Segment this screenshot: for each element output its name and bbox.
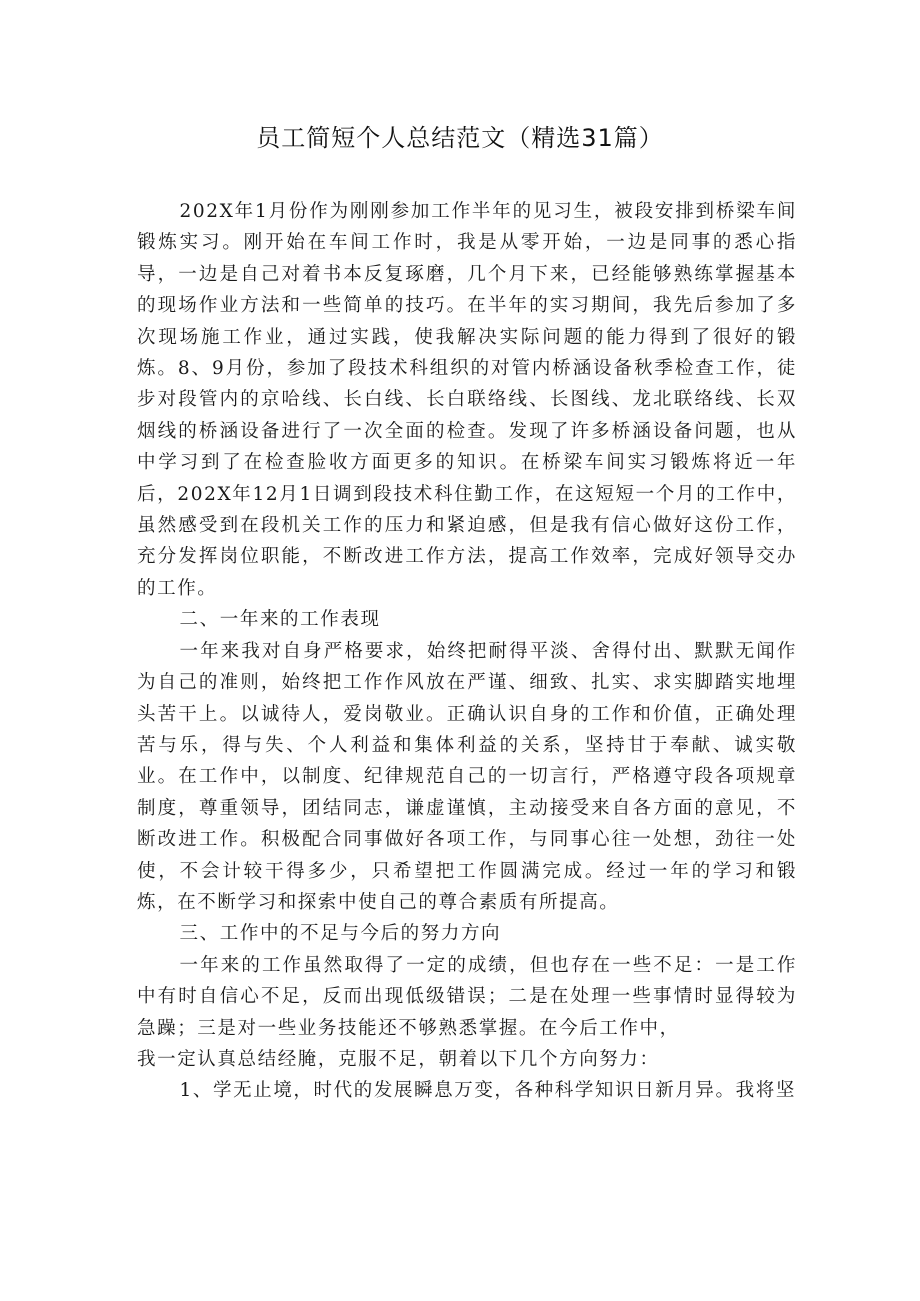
document-title: 员工简短个人总结范文（精选31篇） xyxy=(256,124,664,152)
paragraph-shortcomings: 一年来的工作虽然取得了一定的成绩，但也存在一些不足：一是工作中有时自信心不足，反而出现低级错误；二是在处理一些事情时显得较为急躁；三是对一些业务技能还不够熟悉掌握。在今后工作中， xyxy=(137,954,797,1039)
paragraph-point-1: 1、学无止境，时代的发展瞬息万变，各种科学知识日新月异。我将坚 xyxy=(179,1080,796,1102)
paragraph-internship: 202X年1月份作为刚刚参加工作半年的见习生，被段安排到桥梁车间锻炼实习。刚开始在车间工作时，我是从零开始，一边是同事的悉心指导，一边是自己对着书本反复琢磨，几个月下来，已经能够熟练掌握基本的现场作业方法和一些简单的技巧。在半年的实习期间，我先后参加了多次现场施工作业，通过实践，使我解决实际问题的能力得到了很好的锻炼。8、9月份，参加了段技术科组织的对管内桥涵设备秋季检查工作，徒步对段管内的京哈线、长白线、长白联络线、长图线、龙北联络线、长双烟线的桥涵设备进行了一次全面的检查。发现了许多桥涵设备问题，也从中学习到了在检查脸收方面更多的知识。在桥梁车间实习锻炼将近一年后，202X年12月1日调到段技术科住勤工作，在这短短一个月的工作中，虽然感受到在段机关工作的压力和紧迫感，但是我有信心做好这份工作，充分发挥岗位职能，不断改进工作方法，提高工作效率，完成好领导交办的工作。 xyxy=(137,201,797,599)
document-body xyxy=(137,196,797,1107)
paragraph-direction: 我一定认真总结经腌，克服不足，朝着以下几个方向努力： xyxy=(137,1048,660,1070)
section-heading-performance: 二、一年来的工作表现 xyxy=(179,609,381,631)
paragraph-performance: 一年来我对自身严格要求，始终把耐得平淡、舍得付出、默默无闻作为自己的准则，始终把工作作风放在严谨、细致、扎实、求实脚踏实地埋头苦干上。以诚待人，爱岗敬业。正确认识自身的工作和价值，正确处理苦与乐，得与失、个人利益和集体利益的关系，坚持甘于奉献、诚实敬业。在工作中，以制度、纪律规范自己的一切言行，严格遵守段各项规章制度，尊重领导，团结同志，谦虚谨慎，主动接受来自各方面的意见，不断改进工作。积极配合同事做好各项工作，与同事心往一处想，劲往一处使，不会计较干得多少，只希望把工作圆满完成。经过一年的学习和锻炼，在不断学习和探索中使自己的尊合素质有所提高。 xyxy=(137,640,797,913)
section-heading-shortcomings: 三、工作中的不足与今后的努力方向 xyxy=(179,923,502,945)
